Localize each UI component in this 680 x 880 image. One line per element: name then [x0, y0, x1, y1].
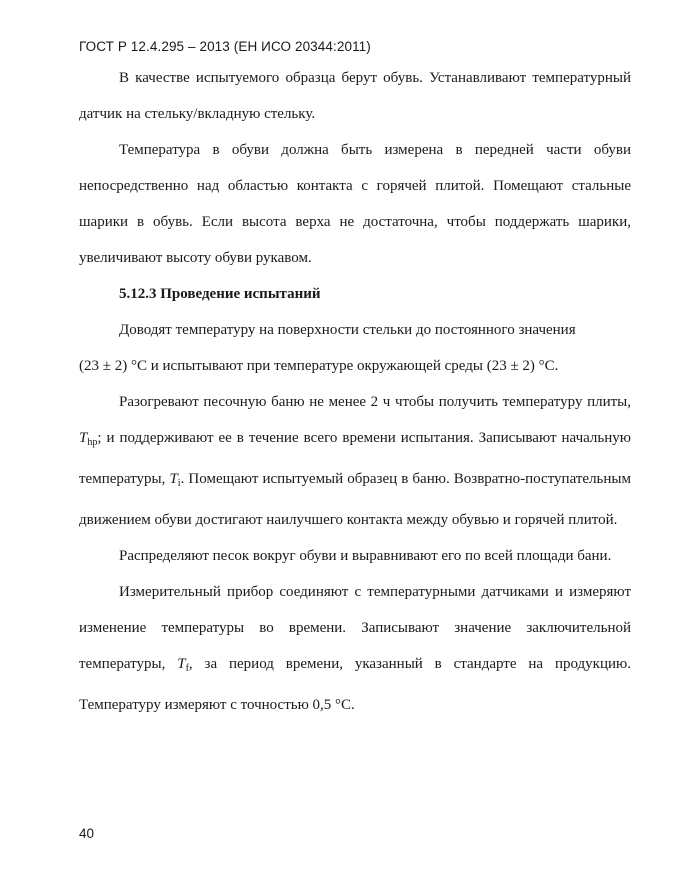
paragraph-heating-text-2: ; и поддерживают ее в течение всего времени испытания. Записывают начальную температуры,	[79, 430, 631, 487]
paragraph-heating-text-3: . Помещают испытуемый образец в баню. Возвратно-поступательным движением обуви достигают наилучшего контакта между обувью и горячей плитой.	[79, 471, 631, 528]
symbol-t-hp: T	[79, 430, 88, 446]
section-heading: 5.12.3 Проведение испытаний	[119, 286, 321, 302]
paragraph-heating	[79, 384, 631, 538]
paragraph-measuring-text-2: , за период времени, указанный в стандарте на продукцию. Температуру измеряют с точностью 0,5 °С.	[79, 656, 631, 713]
paragraph-measuring-text-1: Измерительный прибор соединяют с температурными датчиками и измеряют изменение температуры во времени. Записывают значение заключительной температуры,	[79, 584, 631, 672]
subscript-f: f	[185, 663, 189, 674]
document-body	[79, 60, 631, 723]
paragraph-sample: В качестве испытуемого образца берут обувь. Устанавливают температурный датчик на стельку/вкладную стельку.	[79, 70, 631, 122]
subscript-hp: hp	[87, 437, 98, 448]
paragraph-heating-text-1: Разогревают песочную баню не менее 2 ч чтобы получить температуру плиты,	[119, 394, 631, 410]
paragraph-measuring	[79, 574, 631, 723]
symbol-t-f: T	[177, 656, 186, 672]
subscript-i: i	[177, 478, 181, 489]
paragraph-temperature-measurement: Температура в обуви должна быть измерена в передней части обуви непосредственно над областью контакта с горячей плитой. Помещают стальные шарики в обувь. Если высота верха не достаточна, чтобы поддержать шарики, увеличивают высоту обуви рукавом.	[79, 142, 631, 266]
paragraph-stabilize-line1: Доводят температуру на поверхности стельки до постоянного значения	[119, 322, 576, 338]
page-header: ГОСТ Р 12.4.295 – 2013 (ЕН ИСО 20344:2011)	[79, 39, 371, 54]
symbol-t-i: T	[169, 471, 178, 487]
paragraph-sand: Распределяют песок вокруг обуви и выравнивают его по всей площади бани.	[119, 548, 612, 564]
paragraph-stabilize-line2: (23 ± 2) °С и испытывают при температуре окружающей среды (23 ± 2) °С.	[79, 358, 559, 374]
page-number: 40	[79, 826, 95, 841]
